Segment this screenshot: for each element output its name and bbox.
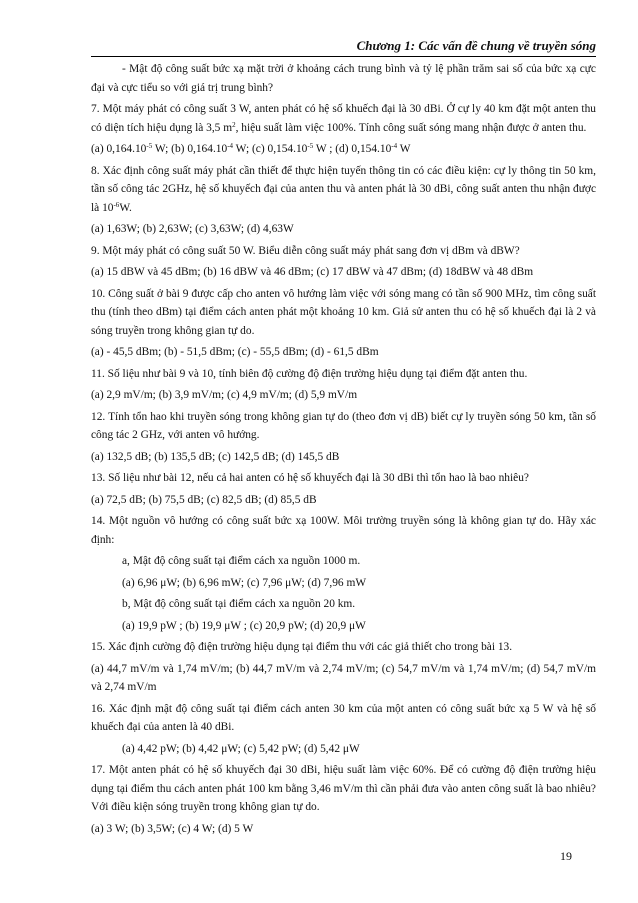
text-run: 12. Tính tổn hao khi truyền sóng trong không gian tự do (theo đơn vị dB) biết cự ly truyền sóng 50 km, tần số công tác 2 GHz, với anten vô hướng.	[91, 410, 596, 441]
text-run: 9. Một máy phát có công suất 50 W. Biểu diễn công suất máy phát sang đơn vị dBm và dBW?	[91, 244, 520, 257]
superscript: 2	[232, 120, 236, 129]
paragraph	[91, 595, 596, 614]
text-run: (a) 19,9 pW ; (b) 19,9 μW ; (c) 20,9 pW; (d) 20,9 μW	[122, 619, 366, 632]
paragraph	[91, 60, 596, 97]
paragraph	[91, 552, 596, 571]
paragraph	[91, 220, 596, 239]
text-run: 8. Xác định công suất máy phát cần thiết để thực hiện tuyến thông tin có các điều kiện: cự ly thông tin 50 km, tần số công tác 2GHz, hệ số khuyếch đại của anten thu và anten phát là 30 dBi, công suất anten thu nhận được là 10	[91, 164, 596, 214]
text-run: 14. Một nguồn vô hướng có công suất bức xạ 100W. Môi trường truyền sóng là không gian tự do. Hãy xác định:	[91, 515, 596, 546]
paragraph	[91, 820, 596, 839]
text-run: W.	[119, 201, 132, 214]
text-run: (a) 15 dBW và 45 dBm; (b) 16 dBW và 46 dBm; (c) 17 dBW và 47 dBm; (d) 18dBW và 48 dBm	[91, 266, 534, 278]
paragraph	[91, 242, 596, 261]
paragraph	[91, 263, 596, 282]
paragraph	[91, 660, 596, 697]
paragraph	[91, 140, 596, 159]
text-run: (a) 44,7 mV/m và 1,74 mV/m; (b) 44,7 mV/m và 2,74 mV/m; (c) 54,7 mV/m và 1,74 mV/m; (d) 54,7 mV/m và 2,74 mV/m	[91, 662, 596, 693]
superscript: -5	[307, 142, 314, 150]
text-run: W; (c) 0,154.10	[233, 143, 308, 155]
page-body	[91, 60, 596, 841]
text-run: , hiệu suất làm việc 100%. Tính công suất sóng mang nhận được ở anten thu.	[235, 121, 587, 134]
text-run: b, Mật độ công suất tại điểm cách xa nguồn 20 km.	[122, 598, 356, 610]
text-run: 13. Số liệu như bài 12, nếu cả hai anten có hệ số khuyếch đại là 30 dBi thì tổn hao là bao nhiêu?	[91, 472, 529, 484]
text-run: - Mật độ công suất bức xạ mặt trời ở khoảng cách trung bình và tỷ lệ phần trăm sai số của bức xạ cực đại và cực tiểu so với giá trị trung bình?	[91, 63, 596, 94]
paragraph	[91, 638, 596, 657]
chapter-header: Chương 1: Các vấn đề chung về truyền sóng	[356, 38, 596, 53]
paragraph	[91, 617, 596, 636]
text-run: (a) 72,5 dB; (b) 75,5 dB; (c) 82,5 dB; (d) 85,5 dB	[91, 493, 317, 506]
paragraph	[91, 574, 596, 593]
paragraph	[91, 448, 596, 467]
text-run: a, Mật độ công suất tại điểm cách xa nguồn 1000 m.	[122, 555, 361, 567]
paragraph	[91, 162, 596, 218]
superscript: -4	[227, 142, 234, 150]
superscript: -4	[391, 142, 398, 150]
text-run: (a) - 45,5 dBm; (b) - 51,5 dBm; (c) - 55,5 dBm; (d) - 61,5 dBm	[91, 346, 379, 358]
paragraph	[91, 700, 596, 737]
text-run: W ; (d) 0,154.10	[313, 143, 392, 155]
text-run: (a) 132,5 dB; (b) 135,5 dB; (c) 142,5 dB; (d) 145,5 dB	[91, 450, 340, 463]
superscript: -5	[146, 142, 153, 150]
text-run: 17. Một anten phát có hệ số khuyếch đại 30 dBi, hiệu suất làm việc 60%. Để có cường độ điện trường hiệu dụng tại điểm thu cách anten phát 100 km bằng 3,46 mV/m thì cần phải đưa vào anten công suất là bao nhiêu? Với điều kiện sóng truyền trong không gian tự do.	[91, 764, 596, 813]
text-run: 11. Số liệu như bài 9 và 10, tính biên độ cường độ điện trường hiệu dụng tại điểm đặt anten thu.	[91, 367, 528, 380]
text-run: W	[397, 143, 411, 155]
paragraph	[91, 365, 596, 384]
paragraph	[91, 343, 596, 362]
text-run: 15. Xác định cường độ điện trường hiệu dụng tại điểm thu với các giả thiết cho trong bài 13.	[91, 641, 513, 653]
text-run: (a) 3 W; (b) 3,5W; (c) 4 W; (d) 5 W	[91, 822, 254, 835]
paragraph	[91, 100, 596, 137]
paragraph	[91, 386, 596, 405]
text-run: 10. Công suất ở bài 9 được cấp cho anten vô hướng làm việc với sóng mang có tần số 900 MHz, tìm công suất thu (tính theo dBm) tại điểm cách anten phát một khoảng 10 km. Giả sử anten thu có hệ số khuếch đại là 2 và sóng truyền trong không gian tự do.	[91, 287, 596, 337]
superscript: -6	[113, 200, 120, 209]
paragraph	[91, 469, 596, 488]
paragraph	[91, 512, 596, 549]
text-run: (a) 1,63W; (b) 2,63W; (c) 3,63W; (d) 4,63W	[91, 223, 294, 235]
text-run: 16. Xác định mật độ công suất tại điểm cách anten 30 km của một anten có công suất bức xạ 5 W và hệ số khuếch đại của anten là 40 dBi.	[91, 702, 596, 733]
header-rule	[91, 56, 596, 57]
text-run: (a) 2,9 mV/m; (b) 3,9 mV/m; (c) 4,9 mV/m; (d) 5,9 mV/m	[91, 389, 358, 401]
text-run: (a) 0,164.10	[91, 143, 147, 155]
paragraph	[91, 408, 596, 445]
text-run: (a) 6,96 μW; (b) 6,96 mW; (c) 7,96 μW; (d) 7,96 mW	[122, 576, 367, 589]
text-run: (a) 4,42 pW; (b) 4,42 μW; (c) 5,42 pW; (d) 5,42 μW	[122, 742, 360, 755]
page-number: 19	[560, 849, 572, 863]
text-run: W; (b) 0,164.10	[152, 143, 228, 155]
paragraph	[91, 761, 596, 817]
text-run: 7. Một máy phát có công suất 3 W, anten phát có hệ số khuếch đại là 30 dBi. Ở cự ly 40 km đặt một anten thu có diện tích hiệu dụng là 3,5 m	[91, 103, 596, 134]
paragraph	[91, 740, 596, 759]
paragraph	[91, 491, 596, 510]
paragraph	[91, 285, 596, 341]
